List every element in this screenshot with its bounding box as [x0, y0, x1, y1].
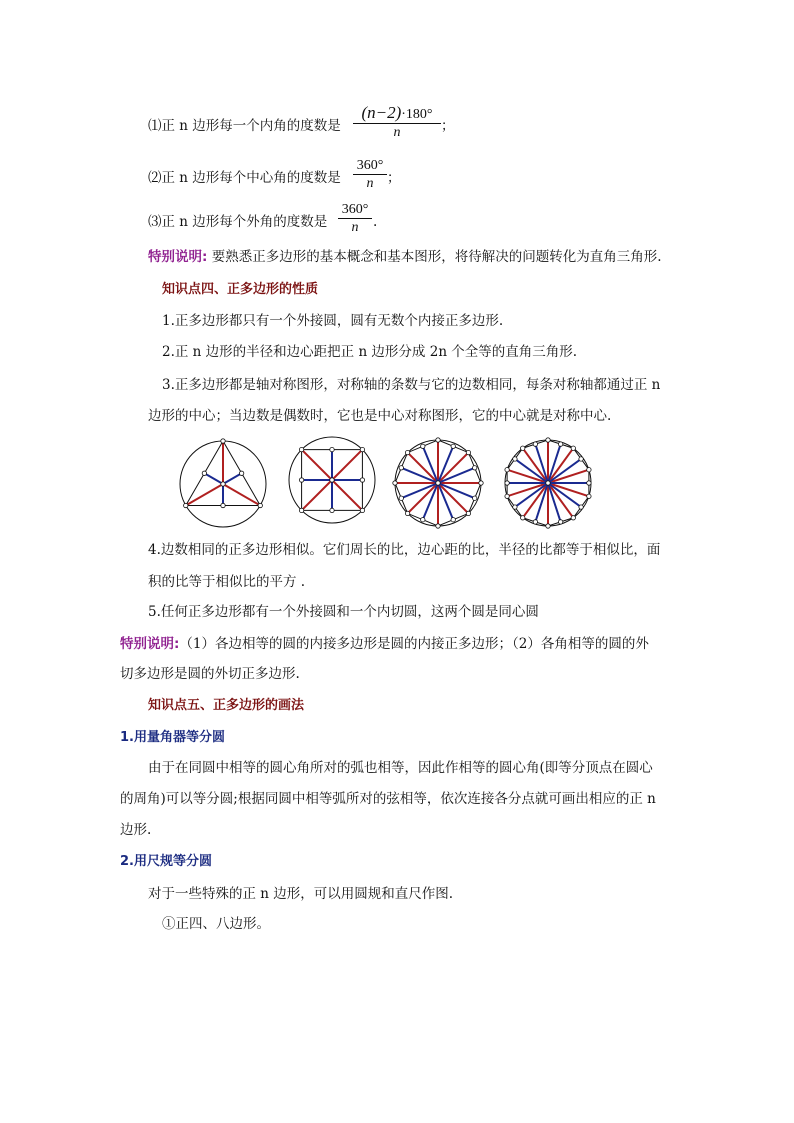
center-dot [546, 481, 550, 485]
vertex-dot [258, 503, 262, 507]
radius-line [548, 483, 589, 496]
center-dot [436, 481, 440, 485]
center-dot [221, 482, 225, 486]
formula-central-angle [148, 168, 341, 188]
radius-line [302, 450, 332, 480]
fraction-numerator: 360° [341, 202, 369, 217]
fraction-numerator: 360° [356, 158, 384, 173]
paragraph-5-2b: ①正四、八边形。 [162, 916, 270, 932]
vertex-dot [546, 524, 550, 528]
apothem-line [548, 444, 561, 483]
midpoint-dot [330, 447, 334, 451]
fraction-numerator-rest: ·180° [401, 107, 433, 122]
vertex-dot [479, 481, 483, 485]
midpoint-dot [558, 520, 562, 524]
radius-line [223, 484, 260, 506]
figure-square [286, 434, 378, 526]
vertex-dot [466, 511, 470, 515]
radius-line [438, 483, 468, 513]
radius-line [332, 480, 362, 510]
paragraph-4-3b: 边形的中心；当边数是偶数时，它也是中心对称图形，它的中心就是对称中心. [148, 408, 612, 424]
vertex-dot [571, 516, 575, 520]
formula-suffix: ； [441, 118, 455, 134]
vertex-dot [360, 508, 364, 512]
apothem-line [548, 459, 581, 483]
formula-suffix: ； [387, 170, 401, 186]
midpoint-dot [533, 442, 537, 446]
radius-line [548, 448, 573, 483]
paragraph-5-1b: 的周角)可以等分圆;根据同圆中相等弧所对的弦相等，依次连接各分点就可画出相应的正 n [120, 791, 656, 807]
paragraph-4-5: 5.任何正多边形都有一个外接圆和一个内切圆，这两个圆是同心圆 [148, 604, 539, 620]
midpoint-dot [330, 508, 334, 512]
apothem-line [548, 483, 561, 522]
vertex-dot [587, 494, 591, 498]
midpoint-dot [579, 457, 583, 461]
apothem-line [204, 473, 223, 484]
apothem-line [548, 483, 581, 507]
special-note-2b: 切多边形是圆的外切正多边形. [120, 666, 300, 682]
apothem-line [515, 459, 548, 483]
fraction-denominator: n [393, 125, 401, 140]
radius-line [302, 480, 332, 510]
fraction-central-angle [353, 157, 387, 192]
special-note-text: 要熟悉正多边形的基本概念和基本图形，将待解决的问题转化为直角三角形. [207, 249, 662, 265]
vertex-dot [405, 511, 409, 515]
midpoint-dot [513, 457, 517, 461]
fraction-exterior-angle [338, 201, 372, 236]
radius-line [186, 484, 223, 506]
radius-line [507, 483, 548, 496]
special-note-1 [148, 247, 662, 267]
formula-text: ⑶正 n 边形每个外角的度数是 [148, 214, 328, 230]
formula-text: ⑵正 n 边形每个中心角的度数是 [148, 170, 341, 186]
vertex-dot [405, 450, 409, 454]
figure-decagon [502, 437, 594, 529]
vertex-dot [521, 446, 525, 450]
special-note-label: 特别说明: [120, 636, 180, 652]
midpoint-dot [239, 471, 243, 475]
radius-line [408, 483, 438, 513]
radius-line [438, 453, 468, 483]
paragraph-4-4a: 4.边数相同的正多边形相似。它们周长的比，边心距的比，半径的比都等于相似比，面 [148, 542, 661, 558]
vertex-dot [571, 446, 575, 450]
vertex-dot [521, 516, 525, 520]
apothem-line [535, 444, 548, 483]
paragraph-5-1a: 由于在同圆中相等的圆心角所对的弧也相等，因此作相等的圆心角(即等分顶点在圆心 [148, 760, 653, 776]
special-note-2 [120, 634, 649, 654]
midpoint-dot [360, 478, 364, 482]
center-dot [330, 478, 334, 482]
radius-line [548, 483, 573, 518]
figure-octagon [392, 437, 484, 529]
midpoint-dot [202, 471, 206, 475]
midpoint-dot [473, 496, 477, 500]
radius-line [523, 448, 548, 483]
radius-line [408, 453, 438, 483]
midpoint-dot [221, 503, 225, 507]
midpoint-dot [513, 505, 517, 509]
midpoint-dot [399, 496, 403, 500]
vertex-dot [184, 503, 188, 507]
vertex-dot [299, 508, 303, 512]
formula-interior-angle [148, 116, 341, 136]
vertex-dot [436, 438, 440, 442]
apothem-line [515, 483, 548, 507]
midpoint-dot [399, 466, 403, 470]
midpoint-dot [533, 520, 537, 524]
apothem-line [535, 483, 548, 522]
vertex-dot [466, 450, 470, 454]
vertex-dot [299, 447, 303, 451]
midpoint-dot [421, 518, 425, 522]
midpoint-dot [505, 481, 509, 485]
midpoint-dot [587, 481, 591, 485]
formula-exterior-angle [148, 212, 327, 232]
heading-protractor: 1.用量角器等分圆 [120, 730, 225, 745]
midpoint-dot [299, 478, 303, 482]
fraction-numerator-paren: (n−2) [361, 103, 402, 122]
vertex-dot [587, 468, 591, 472]
paragraph-4-3a: 3.正多边形都是轴对称图形，对称轴的条数与它的边数相同，每条对称轴都通过正 n [162, 377, 661, 393]
midpoint-dot [473, 466, 477, 470]
apothem-line [223, 473, 242, 484]
midpoint-dot [451, 518, 455, 522]
vertex-dot [436, 524, 440, 528]
fraction-denominator: n [351, 220, 359, 235]
formula-text: ⑴正 n 边形每一个内角的度数是 [148, 118, 341, 134]
midpoint-dot [579, 505, 583, 509]
fraction-interior-angle [353, 104, 441, 141]
vertex-dot [505, 468, 509, 472]
midpoint-dot [558, 442, 562, 446]
paragraph-5-2a: 对于一些特殊的正 n 边形，可以用圆规和直尺作图. [148, 886, 454, 902]
section-title-5: 知识点五、正多边形的画法 [148, 698, 305, 713]
radius-line [523, 483, 548, 518]
vertex-dot [393, 481, 397, 485]
fraction-denominator: n [366, 176, 374, 191]
midpoint-dot [421, 444, 425, 448]
paragraph-5-1c: 边形. [120, 822, 152, 838]
vertex-dot [221, 439, 225, 443]
paragraph-4-1: 1.正多边形都只有一个外接圆，圆有无数个内接正多边形. [162, 313, 504, 329]
heading-compass: 2.用尺规等分圆 [120, 854, 212, 869]
paragraph-4-4b: 积的比等于相似比的平方 . [148, 574, 306, 590]
special-note-label: 特别说明: [148, 249, 208, 265]
radius-line [548, 470, 589, 483]
radius-line [507, 470, 548, 483]
figure-triangle [177, 438, 269, 530]
formula-suffix: . [373, 214, 378, 230]
section-title-4: 知识点四、正多边形的性质 [162, 282, 319, 297]
vertex-dot [546, 438, 550, 442]
special-note-text: （1）各边相等的圆的内接多边形是圆的内接正多边形；（2）各角相等的圆的外 [179, 636, 649, 652]
vertex-dot [505, 494, 509, 498]
paragraph-4-2: 2.正 n 边形的半径和边心距把正 n 边形分成 2n 个全等的直角三角形. [162, 344, 578, 360]
radius-line [332, 450, 362, 480]
vertex-dot [360, 447, 364, 451]
midpoint-dot [451, 444, 455, 448]
